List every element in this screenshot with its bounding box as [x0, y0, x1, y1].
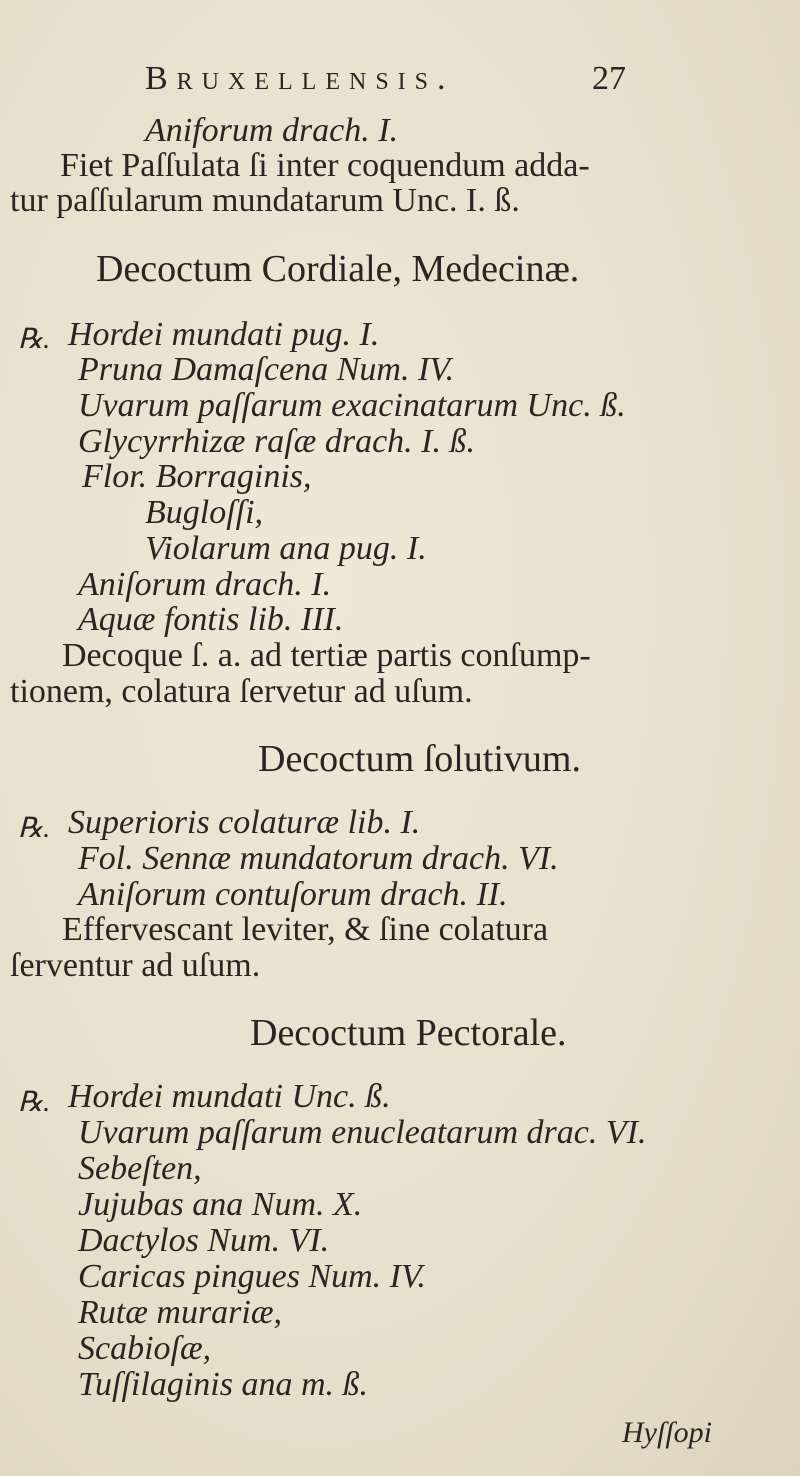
recipe-symbol: ℞. [18, 1087, 51, 1118]
text-line: Violarum ana pug. I. [145, 530, 427, 567]
text-line: Decoque ſ. a. ad tertiæ partis conſump- [62, 637, 591, 674]
running-head: Bruxellensis. [145, 60, 455, 97]
text-line: Aniforum drach. I. [145, 112, 399, 149]
text-line: Uvarum paſſarum exacinatarum Unc. ß. [78, 387, 626, 424]
text-line: Glycyrrhizæ raſæ drach. I. ß. [78, 423, 475, 460]
text-line: Sebeſten, [78, 1150, 202, 1187]
page-number: 27 [592, 60, 626, 97]
text-line: Flor. Borraginis, [82, 458, 312, 495]
text-line: Hordei mundati Unc. ß. [68, 1078, 391, 1115]
text-line: Aniſorum contuſorum drach. II. [78, 876, 508, 913]
recipe-symbol: ℞. [18, 813, 51, 844]
text-line: tur paſſularum mundatarum Unc. I. ß. [10, 182, 520, 219]
text-line: Effervescant leviter, & ſine colatura [62, 911, 549, 948]
text-line: Aquæ fontis lib. III. [78, 601, 344, 638]
text-line: Superioris colaturæ lib. I. [68, 804, 421, 841]
section-heading: Decoctum Pectorale. [250, 1012, 567, 1054]
text-line: Jujubas ana Num. X. [78, 1186, 363, 1223]
section-heading: Decoctum Cordiale, Medecinæ. [96, 248, 580, 290]
section-heading: Decoctum ſolutivum. [258, 738, 581, 780]
text-line: Aniſorum drach. I. [78, 566, 332, 603]
text-line: Caricas pingues Num. IV. [78, 1258, 426, 1295]
text-line: Pruna Damaſcena Num. IV. [78, 351, 455, 388]
text-line: Fiet Paſſulata ſi inter coquendum adda- [60, 147, 590, 184]
text-line: Scabioſæ, [78, 1330, 212, 1367]
text-line: Uvarum paſſarum enucleatarum drac. VI. [78, 1114, 647, 1151]
text-line: Hordei mundati pug. I. [68, 316, 380, 353]
text-line: Bugloſſi, [145, 494, 264, 531]
catchword: Hyſſopi [622, 1416, 712, 1449]
text-line: ſerventur ad uſum. [10, 947, 261, 984]
text-line: Dactylos Num. VI. [78, 1222, 330, 1259]
recipe-symbol: ℞. [18, 324, 51, 355]
text-line: Tuſſilaginis ana m. ß. [78, 1366, 368, 1403]
text-line: tionem, colatura ſervetur ad uſum. [10, 673, 473, 710]
text-line: Fol. Sennæ mundatorum drach. VI. [78, 840, 559, 877]
text-line: Rutæ murariæ, [78, 1294, 283, 1331]
